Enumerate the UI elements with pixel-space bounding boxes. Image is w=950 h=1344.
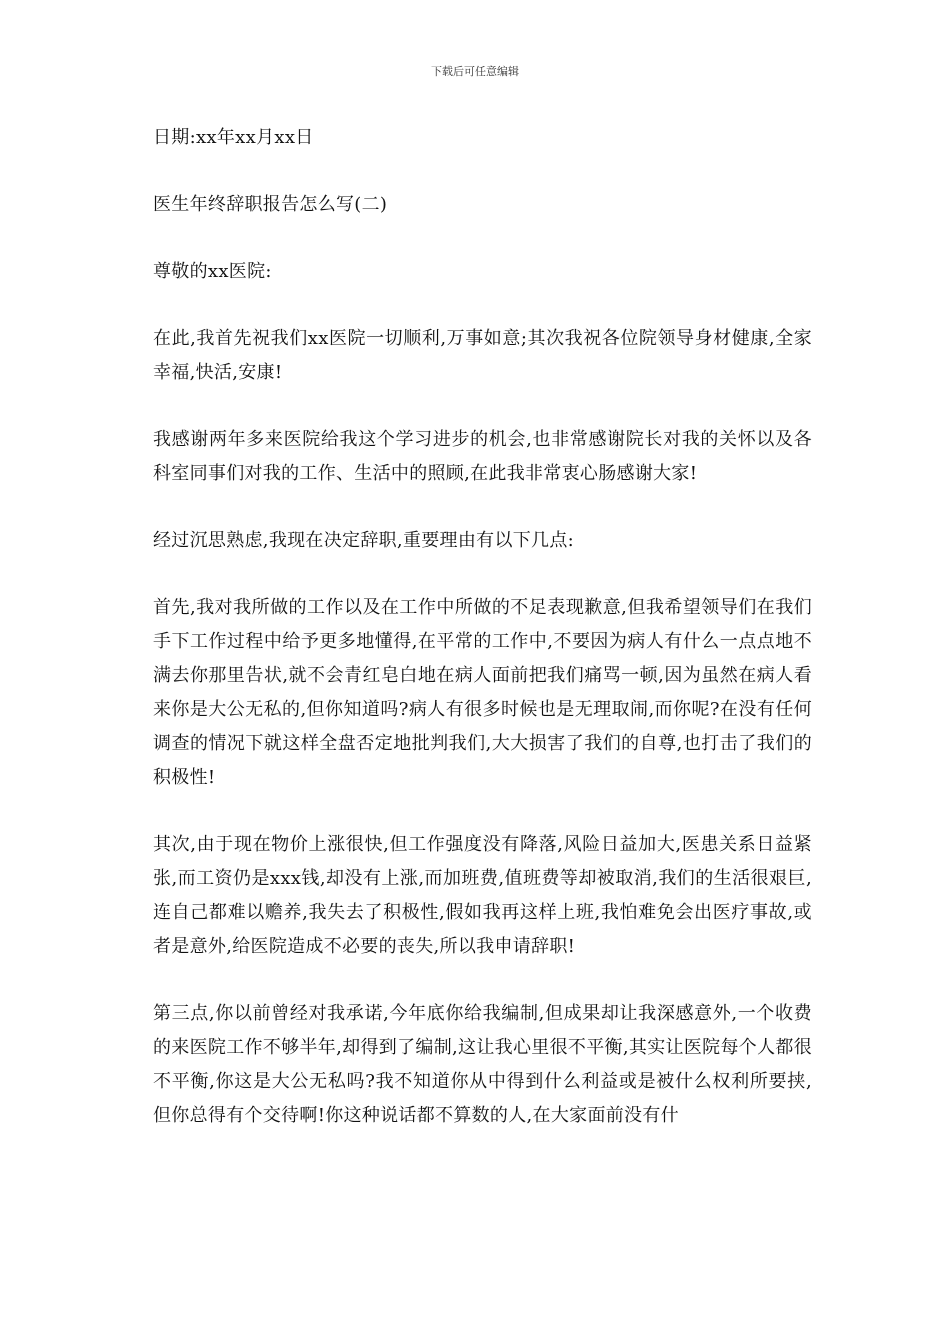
- paragraph-reason-third: 第三点,你以前曾经对我承诺,今年底你给我编制,但成果却让我深感意外,一个收费的来医院工作不够半年,却得到了编制,这让我心里很不平衡,其实让医院每个人都很不平衡,你这是大公无私吗?我不知道你从中得到什么利益或是被什么权利所要挟,但你总得有个交待啊!你这种说话都不算数的人,在大家面前没有什: [153, 1003, 812, 1126]
- paragraph-reason-second: 其次,由于现在物价上涨很快,但工作强度没有降落,风险日益加大,医患关系日益紧张,而工资仍是xxx钱,却没有上涨,而加班费,值班费等却被取消,我们的生活很艰巨,连自己都难以赡养,我失去了积极性,假如我再这样上班,我怕难免会出医疗事故,或者是意外,给医院造成不必要的丧失,所以我申请辞职!: [153, 834, 812, 957]
- section-title: 医生年终辞职报告怎么写(二): [153, 194, 388, 215]
- date-line: 日期:xx年xx月xx日: [153, 127, 314, 148]
- paragraph-thanks: 我感谢两年多来医院给我这个学习进步的机会,也非常感谢院长对我的关怀以及各科室同事们对我的工作、生活中的照顾,在此我非常衷心肠感谢大家!: [153, 429, 812, 484]
- document-body: [144, 121, 812, 1166]
- page-header-note: 下载后可任意编辑: [431, 65, 519, 78]
- paragraph-reason-first: 首先,我对我所做的工作以及在工作中所做的不足表现歉意,但我希望领导们在我们手下工作过程中给予更多地懂得,在平常的工作中,不要因为病人有什么一点点地不满去你那里告状,就不会青红皂白地在病人面前把我们痛骂一顿,因为虽然在病人看来你是大公无私的,但你知道吗?病人有很多时候也是无理取闹,而你呢?在没有任何调查的情况下就这样全盘否定地批判我们,大大损害了我们的自尊,也打击了我们的积极性!: [153, 597, 812, 788]
- paragraph-decision: 经过沉思熟虑,我现在决定辞职,重要理由有以下几点:: [153, 530, 575, 551]
- salutation: 尊敬的xx医院:: [153, 261, 272, 282]
- paragraph-greeting: 在此,我首先祝我们xx医院一切顺利,万事如意;其次我祝各位院领导身材健康,全家幸福,快活,安康!: [153, 328, 812, 383]
